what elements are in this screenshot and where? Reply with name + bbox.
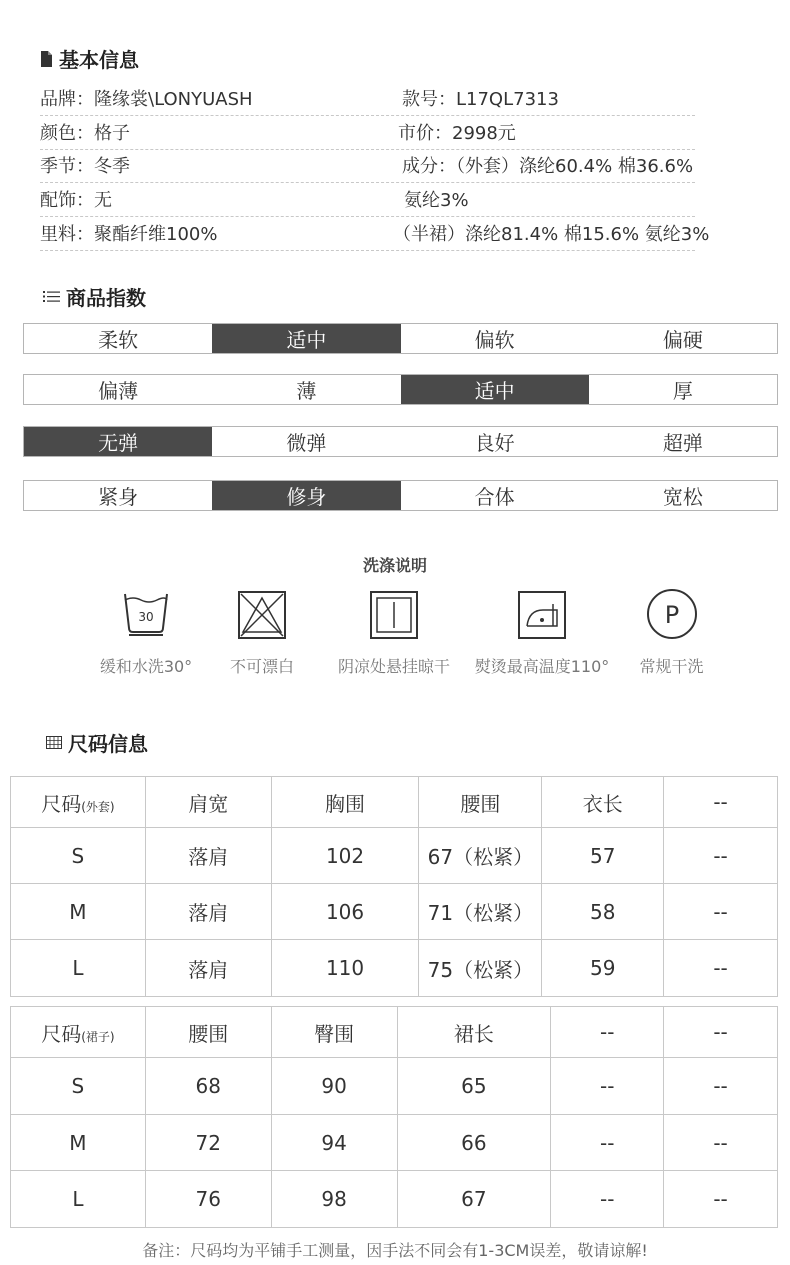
wash-label: 常规干洗 [639, 657, 704, 676]
wash-item [86, 588, 206, 677]
divider [40, 216, 695, 217]
no-bleach-icon [212, 588, 312, 644]
size-info-title: 尺码信息 [46, 728, 148, 757]
table-row [11, 1115, 778, 1171]
index-row-thickness [23, 374, 778, 405]
index-option: 厚 [672, 379, 693, 403]
table-cell: -- [664, 828, 778, 884]
table-cell: S [11, 828, 146, 884]
table-cell: -- [551, 1058, 664, 1115]
table-cell: -- [664, 1058, 778, 1115]
accessory-text: 配饰：无 [40, 190, 112, 211]
table-cell: L [11, 940, 146, 997]
wash-item [624, 588, 719, 677]
table-cell: S [11, 1058, 146, 1115]
index-option: 柔软 [98, 328, 139, 352]
composition-text-2: 氨纶3% [404, 190, 469, 211]
table-cell: 落肩 [145, 828, 271, 884]
wash-temp-symbol: 30 [138, 610, 154, 624]
table-cell: 110 [271, 940, 419, 997]
size-header-cell: 尺码(外套) [11, 777, 146, 828]
table-cell: 65 [397, 1058, 551, 1115]
index-option: 超弹 [662, 431, 703, 455]
skirt-size-table [10, 1006, 778, 1228]
index-option-selected: 适中 [212, 324, 400, 353]
table-cell: 102 [271, 828, 419, 884]
table-header-cell: 胸围 [271, 777, 419, 828]
table-header-cell: 肩宽 [145, 777, 271, 828]
top-size-table [10, 776, 778, 997]
document-icon [40, 51, 53, 67]
index-option-selected: 修身 [212, 481, 400, 510]
table-cell: -- [551, 1171, 664, 1228]
table-cell: 106 [271, 884, 419, 940]
index-option: 偏硬 [662, 328, 703, 352]
wash-label: 阴凉处悬挂晾干 [337, 657, 450, 676]
season-text: 季节：冬季 [40, 156, 130, 177]
table-cell: -- [551, 1115, 664, 1171]
wash-item [472, 588, 612, 677]
table-header-cell: -- [551, 1007, 664, 1058]
size-header-cell: 尺码(裙子) [11, 1007, 146, 1058]
brand-text: 品牌：隆缘裳\LONYUASH [40, 89, 253, 110]
index-option-selected: 无弹 [24, 427, 212, 456]
table-row [11, 1058, 778, 1115]
table-cell: 68 [145, 1058, 271, 1115]
table-header-cell: -- [664, 1007, 778, 1058]
index-option: 宽松 [662, 485, 703, 509]
ruler-icon [46, 736, 62, 749]
index-option: 良好 [474, 431, 515, 455]
table-cell: 67 [397, 1171, 551, 1228]
table-cell: 94 [271, 1115, 397, 1171]
table-cell: L [11, 1171, 146, 1228]
index-row-softness [23, 323, 778, 354]
table-cell: M [11, 1115, 146, 1171]
index-title: 商品指数 [43, 282, 146, 311]
table-row [11, 828, 778, 884]
table-header-cell: 臀围 [271, 1007, 397, 1058]
table-header-cell: 腰围 [145, 1007, 271, 1058]
index-row-fit [23, 480, 778, 511]
table-cell: 59 [542, 940, 664, 997]
table-cell: 72 [145, 1115, 271, 1171]
lining-text: 里料：聚酯纤维100% [40, 224, 218, 245]
table-cell: 90 [271, 1058, 397, 1115]
table-row [11, 940, 778, 997]
table-cell: 76 [145, 1171, 271, 1228]
table-header-cell: -- [664, 777, 778, 828]
table-header-cell: 裙长 [397, 1007, 551, 1058]
table-cell: -- [664, 884, 778, 940]
size-note: 备注：尺码均为平铺手工测量，因手法不同会有1-3CM误差，敬请谅解! [142, 1241, 648, 1260]
table-row [11, 884, 778, 940]
divider [40, 250, 695, 251]
table-cell: 66 [397, 1115, 551, 1171]
table-cell: 落肩 [145, 884, 271, 940]
table-header-row [11, 1007, 778, 1058]
price-text: 市价：2998元 [398, 123, 516, 144]
wash-item [212, 588, 312, 677]
style-no-text: 款号：L17QL7313 [402, 89, 559, 110]
table-cell: 67（松紧） [419, 828, 542, 884]
index-option: 微弹 [286, 431, 327, 455]
index-option: 紧身 [98, 485, 139, 509]
color-text: 颜色：格子 [40, 123, 130, 144]
table-cell: -- [664, 940, 778, 997]
index-option-selected: 适中 [401, 375, 589, 404]
iron-icon [472, 588, 612, 644]
table-cell: 落肩 [145, 940, 271, 997]
table-header-row [11, 777, 778, 828]
table-cell: 75（松紧） [419, 940, 542, 997]
index-option: 偏软 [474, 328, 515, 352]
table-cell: 58 [542, 884, 664, 940]
index-option: 偏薄 [98, 379, 139, 403]
index-option: 合体 [474, 485, 515, 509]
line-dry-shade-icon [324, 588, 464, 644]
table-header-cell: 衣长 [542, 777, 664, 828]
wash-label: 熨烫最高温度110° [474, 657, 610, 676]
composition-text: 成分：（外套）涤纶60.4% 棉36.6% [402, 156, 694, 177]
wash-30-icon [86, 588, 206, 644]
divider [40, 149, 695, 150]
divider [40, 115, 695, 116]
basic-info-title: 基本信息 [40, 44, 139, 73]
index-row-elasticity [23, 426, 778, 457]
table-cell: 57 [542, 828, 664, 884]
table-cell: -- [664, 1171, 778, 1228]
wash-label: 不可漂白 [229, 657, 294, 676]
composition-text-3: （半裙）涤纶81.4% 棉15.6% 氨纶3% [393, 224, 710, 245]
table-cell: M [11, 884, 146, 940]
table-cell: 71（松紧） [419, 884, 542, 940]
dry-clean-symbol: P [664, 601, 679, 629]
list-icon [43, 290, 60, 303]
dry-clean-icon [624, 588, 719, 644]
index-option: 薄 [296, 379, 317, 403]
table-row [11, 1171, 778, 1228]
table-cell: 98 [271, 1171, 397, 1228]
table-header-cell: 腰围 [419, 777, 542, 828]
wash-title: 洗涤说明 [362, 556, 427, 575]
divider [40, 182, 695, 183]
wash-label: 缓和水洗30° [99, 657, 193, 676]
wash-item [324, 588, 464, 677]
table-cell: -- [664, 1115, 778, 1171]
